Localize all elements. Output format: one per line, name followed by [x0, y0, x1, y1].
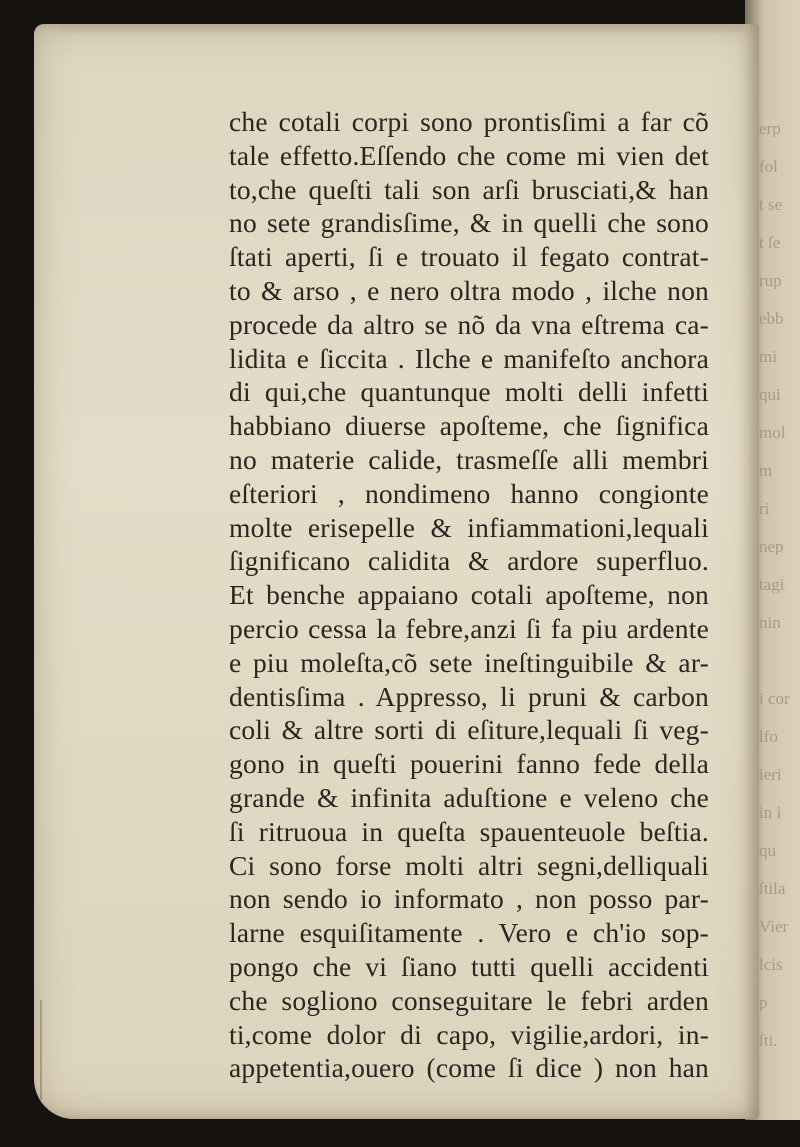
text-line: no sete grandisſime, & in quelli che sono — [229, 207, 709, 239]
text-line: ſtati aperti, ſi e trouato il fegato contrat- — [229, 241, 709, 273]
text-line: non sendo io informato , non posso par- — [229, 883, 709, 915]
text-line: no materie calide, trasmeſſe alli membri — [229, 443, 709, 475]
page-fold — [40, 1000, 64, 1100]
adjacent-page-fragment: ieri — [759, 766, 782, 783]
text-line: eſteriori , nondimeno hanno congionte — [229, 477, 709, 509]
page-text — [229, 105, 709, 1085]
adjacent-page-fragment: mol — [759, 424, 786, 441]
adjacent-page-fragment: tagi — [759, 576, 785, 593]
adjacent-page-fragment: qu — [759, 842, 776, 859]
adjacent-page-fragment: erp — [759, 120, 781, 137]
text-line: di qui,che quantunque molti delli infetti — [229, 376, 709, 408]
text-line: Et benche appaiano cotali apoſteme, non — [229, 579, 709, 611]
text-line: che sogliono conseguitare le febri arden — [229, 984, 709, 1016]
text-line: coli & altre sorti di eſiture,lequali ſi veg- — [229, 714, 709, 746]
text-line: ſignificano calidita & ardore superfluo. — [229, 545, 709, 577]
adjacent-page-fragment: m — [759, 462, 773, 479]
text-line: Ci sono forse molti altri segni,delliquali — [229, 849, 709, 881]
text-line: to,che queſti tali son arſi brusciati,& han — [229, 173, 709, 205]
adjacent-page-fragment: lfo — [759, 728, 778, 745]
text-line: pongo che vi ſiano tutti quelli accidenti — [229, 950, 709, 982]
text-line: ſi ritruoua in queſta spauenteuole beſtia. — [229, 815, 709, 847]
adjacent-page-fragment: mi — [759, 348, 777, 365]
adjacent-page-fragment: p — [759, 994, 768, 1011]
text-line: molte erisepelle & infiammationi,lequali — [229, 511, 709, 543]
text-line: che cotali corpi sono prontisſimi a far cõ — [229, 106, 709, 137]
adjacent-page-fragment: ebb — [759, 310, 784, 327]
adjacent-page-fragment: rup — [759, 272, 782, 289]
text-line: ti,come dolor di capo, vigilie,ardori, in- — [229, 1018, 709, 1050]
text-line: appetentia,ouero (come ſi dice ) non han — [229, 1052, 709, 1084]
adjacent-page-fragment: t ſe — [759, 234, 781, 251]
text-line: to & arso , e nero oltra modo , ilche non — [229, 274, 709, 306]
adjacent-page-fragment: ſti. — [759, 1032, 778, 1049]
text-line: procede da altro se nõ da vna eſtrema ca- — [229, 308, 709, 340]
adjacent-page-fragment: nep — [759, 538, 784, 555]
text-line: gono in queſti pouerini fanno fede della — [229, 748, 709, 780]
text-line: lidita e ſiccita . Ilche e manifeſto anchora — [229, 342, 709, 374]
adjacent-page-fragment: Vier — [759, 918, 789, 935]
adjacent-page-fragment: t se — [759, 196, 783, 213]
page-top-edge — [60, 24, 750, 34]
text-line: e piu moleſta,cõ sete ineſtinguibile & ar- — [229, 646, 709, 678]
adjacent-page-fragment: fol — [759, 158, 778, 175]
adjacent-page-fragment: i cor — [759, 690, 790, 707]
adjacent-page-fragment: nin — [759, 614, 781, 631]
text-line: larne esquiſitamente . Vero e ch'io sop- — [229, 917, 709, 949]
adjacent-page-fragment: ri — [759, 500, 770, 517]
text-line: grande & infinita aduſtione e veleno che — [229, 781, 709, 813]
text-line: dentisſima . Appresso, li pruni & carbon — [229, 680, 709, 712]
text-line: percio cessa la febre,anzi ſi fa piu ardente — [229, 612, 709, 644]
text-line: tale effetto.Eſſendo che come mi vien det — [229, 139, 709, 171]
adjacent-page-fragment: ſtila — [759, 880, 786, 897]
text-line: habbiano diuerse apoſteme, che ſignifica — [229, 410, 709, 442]
adjacent-page-fragment: qui — [759, 386, 781, 403]
adjacent-page-fragment: lcis — [759, 956, 783, 973]
adjacent-page-fragment: in i — [759, 804, 782, 821]
